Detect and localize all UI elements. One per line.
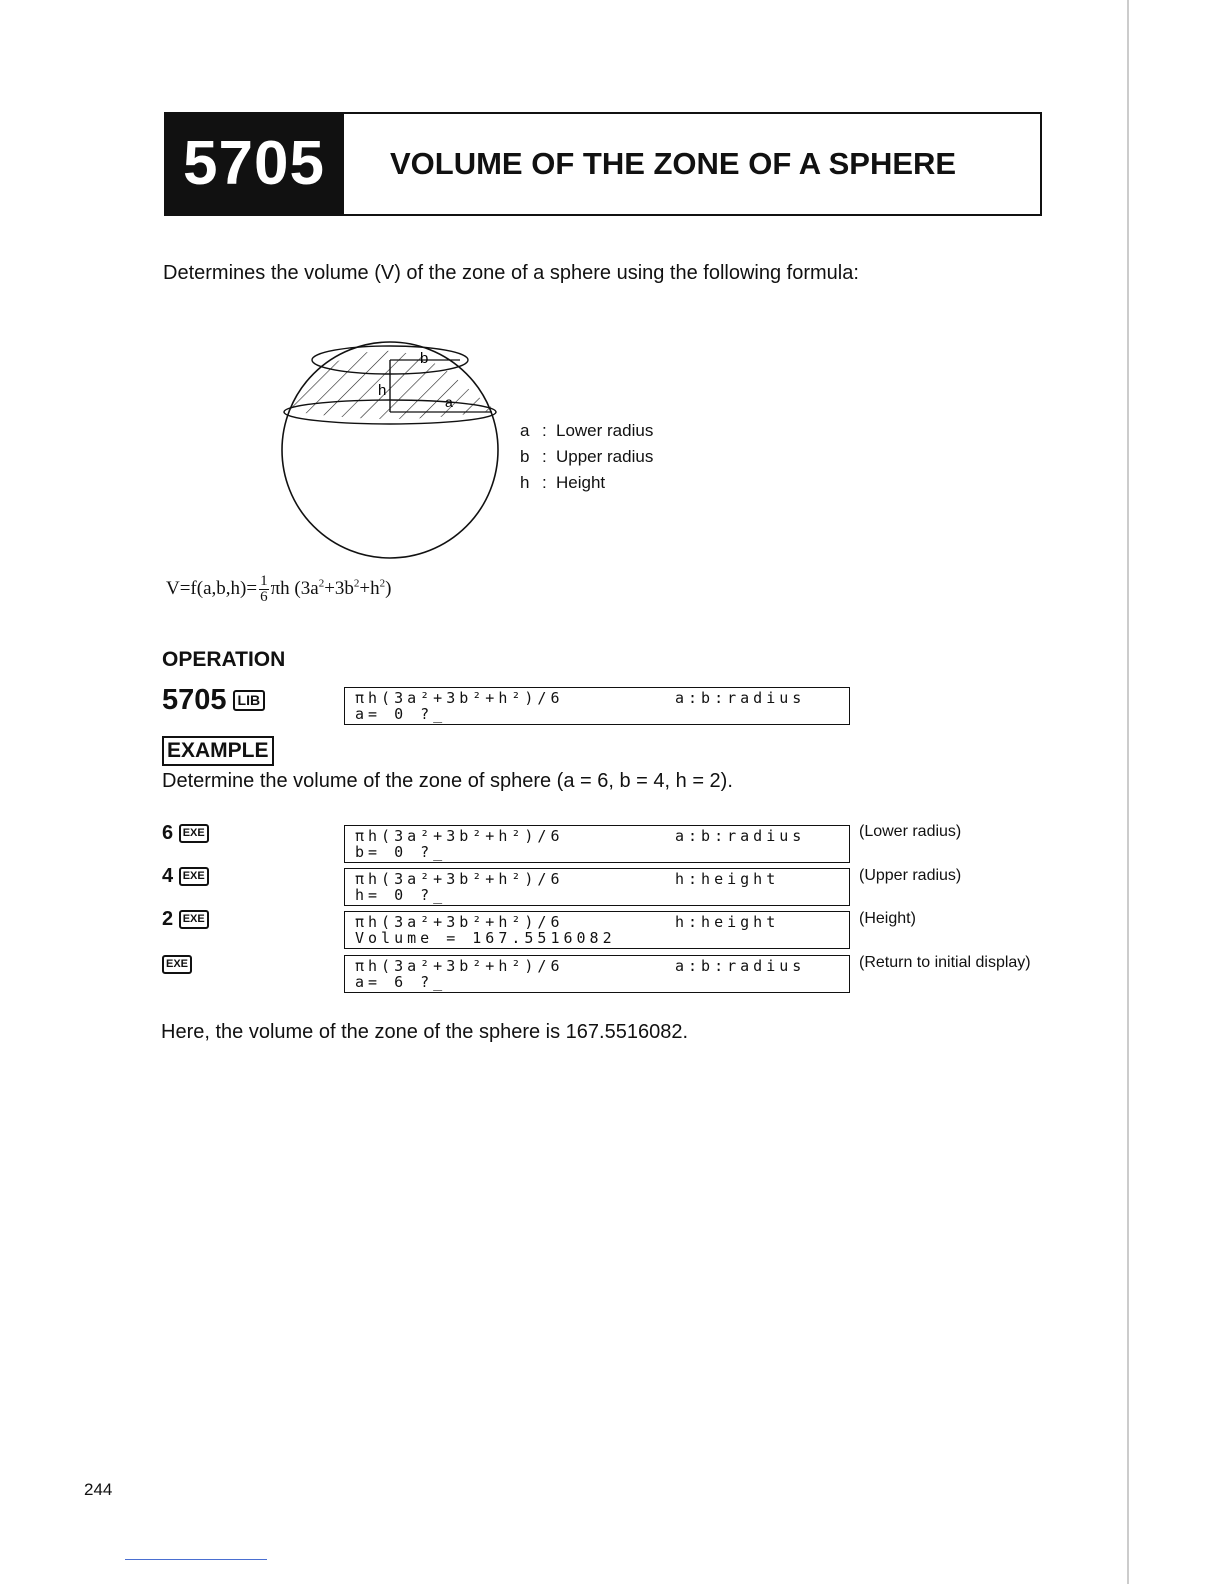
step-input bbox=[162, 953, 192, 976]
sphere-zone-diagram bbox=[270, 330, 510, 565]
page-title: VOLUME OF THE ZONE OF A SPHERE bbox=[390, 146, 957, 181]
label-b: b bbox=[420, 350, 429, 367]
legend-item: h : Height bbox=[520, 473, 606, 492]
page-edge bbox=[1127, 0, 1129, 1584]
exe-key-icon: EXE bbox=[179, 867, 209, 886]
legend-item: a : Lower radius bbox=[520, 421, 654, 440]
operation-code: 5705 LIB bbox=[162, 684, 265, 717]
legend-item: b : Upper radius bbox=[520, 447, 654, 466]
footer-rule bbox=[125, 1559, 267, 1560]
exe-key-icon: EXE bbox=[179, 910, 209, 929]
conclusion-text: Here, the volume of the zone of the sphere is 167.5516082. bbox=[161, 1021, 689, 1043]
example-heading: EXAMPLE bbox=[162, 736, 274, 766]
initial-display: πh(3a²+3b²+h²)/6 a:b:radius a= 0 ?_ bbox=[344, 687, 850, 725]
step-input: 4 EXE bbox=[162, 865, 209, 888]
step-note: (Height) bbox=[859, 910, 916, 927]
label-a: a bbox=[445, 394, 453, 410]
step-input: 6 EXE bbox=[162, 822, 209, 845]
lib-key-icon: LIB bbox=[233, 690, 266, 711]
step-note: (Lower radius) bbox=[859, 823, 962, 840]
step-display: πh(3a²+3b²+h²)/6 h:height Volume = 167.5516082 bbox=[344, 911, 850, 949]
step-display: πh(3a²+3b²+h²)/6 a:b:radius a= 6 ?_ bbox=[344, 955, 850, 993]
step-note: (Return to initial display) bbox=[859, 954, 1031, 971]
operation-heading: OPERATION bbox=[162, 648, 286, 671]
intro-text: Determines the volume (V) of the zone of a sphere using the following formula: bbox=[163, 262, 859, 284]
label-h: h bbox=[378, 382, 387, 399]
program-number: 5705 bbox=[164, 112, 344, 216]
exe-key-icon: EXE bbox=[179, 824, 209, 843]
step-note: (Upper radius) bbox=[859, 867, 962, 884]
volume-formula: V=f(a,b,h)= $\frac{1}{6}$ πh $(3a^2+3b^2+h^2)$ bbox=[166, 573, 392, 605]
step-input: 2 EXE bbox=[162, 908, 209, 931]
exe-key-icon: EXE bbox=[162, 955, 192, 974]
step-display: πh(3a²+3b²+h²)/6 h:height h= 0 ?_ bbox=[344, 868, 850, 906]
step-display: πh(3a²+3b²+h²)/6 a:b:radius b= 0 ?_ bbox=[344, 825, 850, 863]
example-text: Determine the volume of the zone of sphere (a = 6, b = 4, h = 2). bbox=[162, 770, 733, 792]
page-number: 244 bbox=[84, 1480, 113, 1499]
